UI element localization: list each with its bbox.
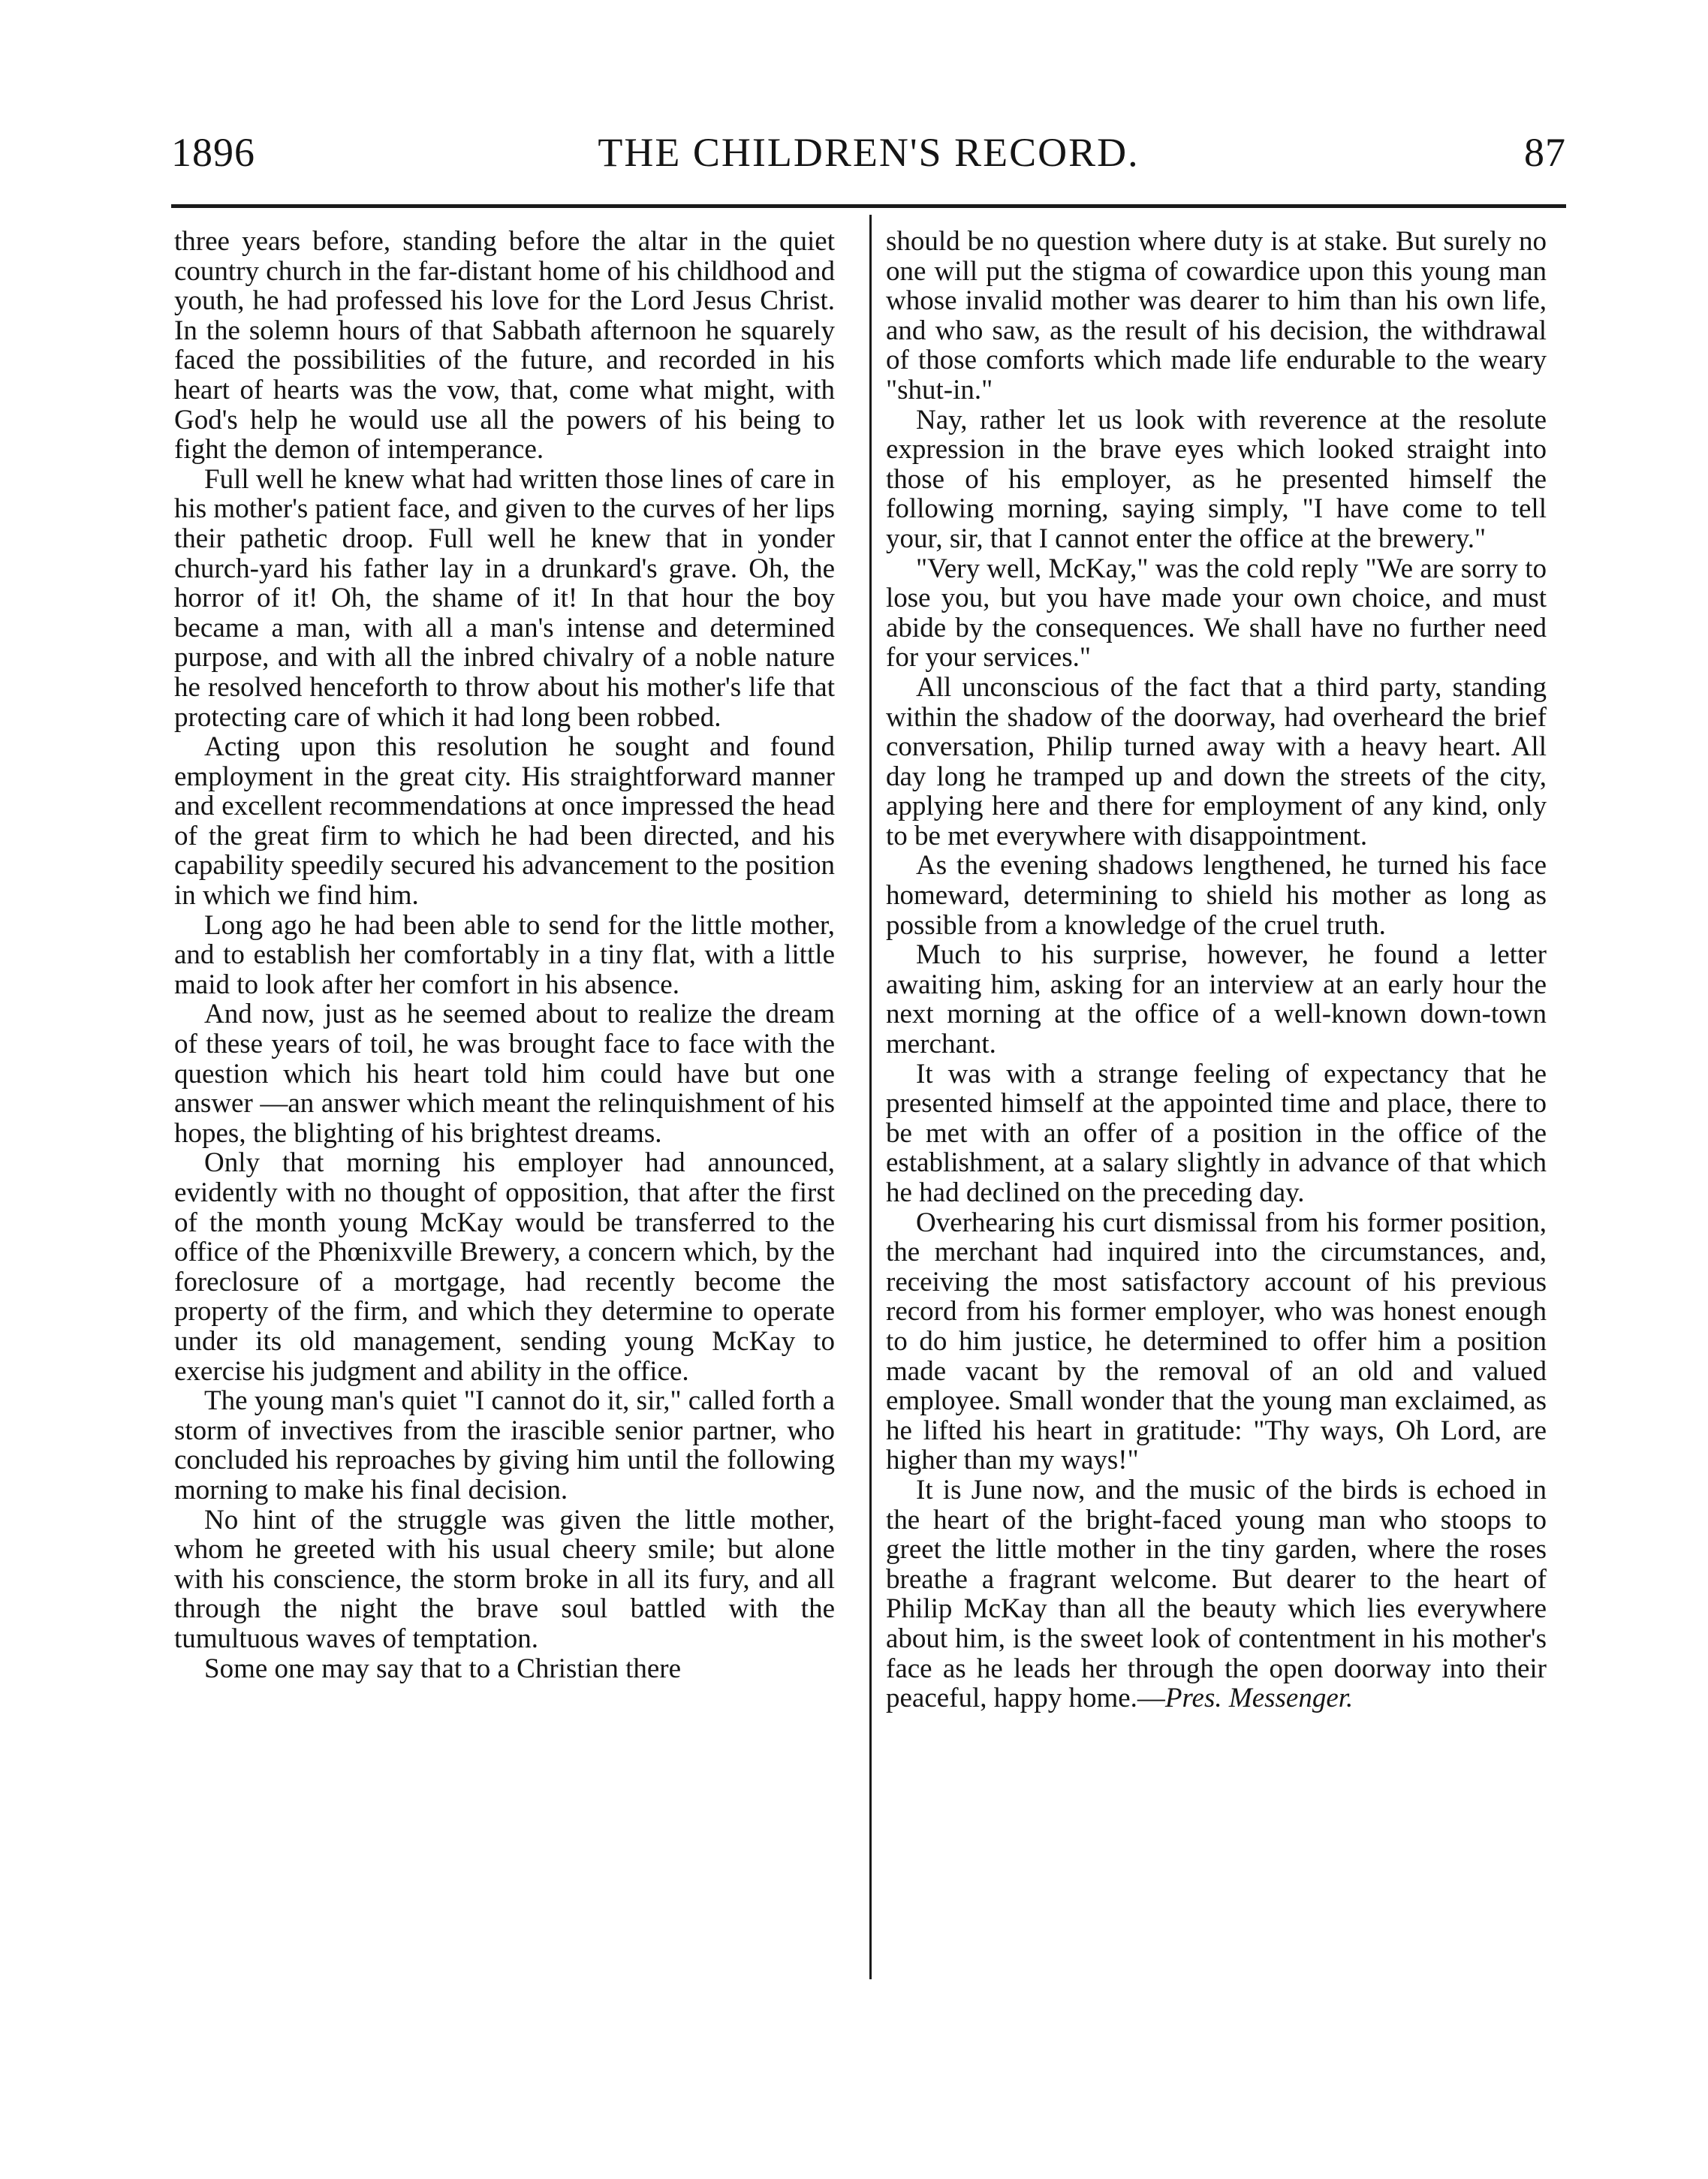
paragraph: three years before, standing before the altar in the quiet country church in the far-distant home of his childhood and youth, he had professed his love for the Lord Jesus Christ. In the solemn hours of that Sabbath afternoon he squarely faced the possibilities of the future, and recorded in his heart of hearts was the vow, that, come what might, with God's help he would use all the powers of his being to fight the demon of intemperance. (174, 227, 835, 466)
paragraph: should be no question where duty is at stake. But surely no one will put the stigma of cowardice upon this young man whose invalid mother was dearer to him than his own life, and who saw, as the result of his decision, the withdrawal of those comforts which made life endurable to the weary "shut-in." (886, 227, 1547, 405)
source-credit: Pres. Messenger. (1164, 1683, 1354, 1714)
paragraph-text: It is June now, and the music of the birds is echoed in the heart of the bright-faced young man who stoops to greet the little mother in the tiny garden, where the roses breathe a fragrant welcome. But dearer to the heart of Philip McKay than all the beauty which lies everywhere about him, is the sweet look of contentment in his mother's face as he leads her through the open doorway into their peaceful, happy home.— (886, 1474, 1547, 1714)
paragraph: No hint of the struggle was given the little mother, whom he greeted with his usual cheery smile; but alone with his conscience, the storm broke in all its fury, and all through the night the brave soul battled with the tumultuous waves of temptation. (174, 1504, 835, 1654)
page-header (171, 126, 1566, 179)
header-rule (171, 204, 1566, 208)
paragraph: Acting upon this resolution he sought and found employment in the great city. His straightforward manner and excellent recommendations at once impressed the head of the great firm to which he had been directed, and his capability speedily secured his advancement to the position in which we find him. (174, 731, 835, 912)
paragraph: Only that morning his employer had announced, evidently with no thought of opposition, that after the first of the month young McKay would be transferred to the office of the Phœnixville Brewery, a concern which, by the foreclosure of a mortgage, had recently become the property of the firm, and which they determine to operate under its old management, sending young McKay to exercise his judgment and ability in the office. (174, 1147, 835, 1387)
publication-title: THE CHILDREN'S RECORD. (598, 130, 1140, 175)
paragraph: The young man's quiet "I cannot do it, sir," called forth a storm of invectives from the irascible senior partner, who concluded his reproaches by giving him until the following morning to make his final decision. (174, 1385, 835, 1505)
left-column (174, 227, 835, 1976)
paragraph: Overhearing his curt dismissal from his former position, the merchant had inquired into the circumstances, and, receiving the most satisfactory account of his previous record from his former employer, who was honest enough to do him justice, he determined to offer him a position made vacant by the removal of an old and valued employee. Small wonder that the young man exclaimed, as he lifted his heart in gratitude: "Thy ways, Oh Lord, are higher than my ways!" (886, 1207, 1547, 1476)
paragraph: Much to his surprise, however, he found a letter awaiting him, asking for an interview at an early hour the next morning at the office of a well-known down-town merchant. (886, 939, 1547, 1060)
column-divider (869, 215, 872, 1979)
paragraph (886, 1475, 1547, 1713)
paragraph: As the evening shadows lengthened, he turned his face homeward, determining to shield his mother as long as possible from a knowledge of the cruel truth. (886, 850, 1547, 941)
right-column (886, 227, 1547, 1976)
paragraph: Nay, rather let us look with reverence at the resolute expression in the brave eyes which looked straight into those of his employer, as he presented himself the following morning, saying simply, "I have come to tell your, sir, that I cannot enter the office at the brewery." (886, 404, 1547, 554)
header-year: 1896 (171, 130, 255, 175)
paragraph: And now, just as he seemed about to realize the dream of these years of toil, he was brought face to face with the question which his heart told him could have but one answer —an answer which meant the relinquishment of his hopes, the blighting of his brightest dreams. (174, 999, 835, 1149)
paragraph: "Very well, McKay," was the cold reply "We are sorry to lose you, but you have made your own choice, and must abide by the consequences. We shall have no further need for your services." (886, 553, 1547, 674)
paragraph: Some one may say that to a Christian there (204, 1653, 682, 1684)
paragraph: Long ago he had been able to send for the little mother, and to establish her comfortably in a tiny flat, with a little maid to look after her comfort in his absence. (174, 909, 835, 1000)
paragraph: All unconscious of the fact that a third party, standing within the shadow of the doorway, had overheard the brief conversation, Philip turned away with a heavy heart. All day long he tramped up and down the streets of the city, applying here and there for employment of any kind, only to be met everywhere with disappointment. (886, 671, 1547, 851)
paragraph: Full well he knew what had written those lines of care in his mother's patient face, and given to the curves of her lips their pathetic droop. Full well he knew that in yonder church-yard his father lay in a drunkard's grave. Oh, the horror of it! Oh, the shame of it! In that hour the boy became a man, with all a man's intense and determined purpose, and with all the inbred chivalry of a noble nature he resolved henceforth to throw about his mother's life that protecting care of which it had long been robbed. (174, 463, 835, 733)
page-number: 87 (1524, 130, 1566, 175)
paragraph: It was with a strange feeling of expectancy that he presented himself at the appointed time and place, there to be met with an offer of a position in the office of the establishment, at a salary slightly in advance of that which he had declined on the preceding day. (886, 1058, 1547, 1208)
